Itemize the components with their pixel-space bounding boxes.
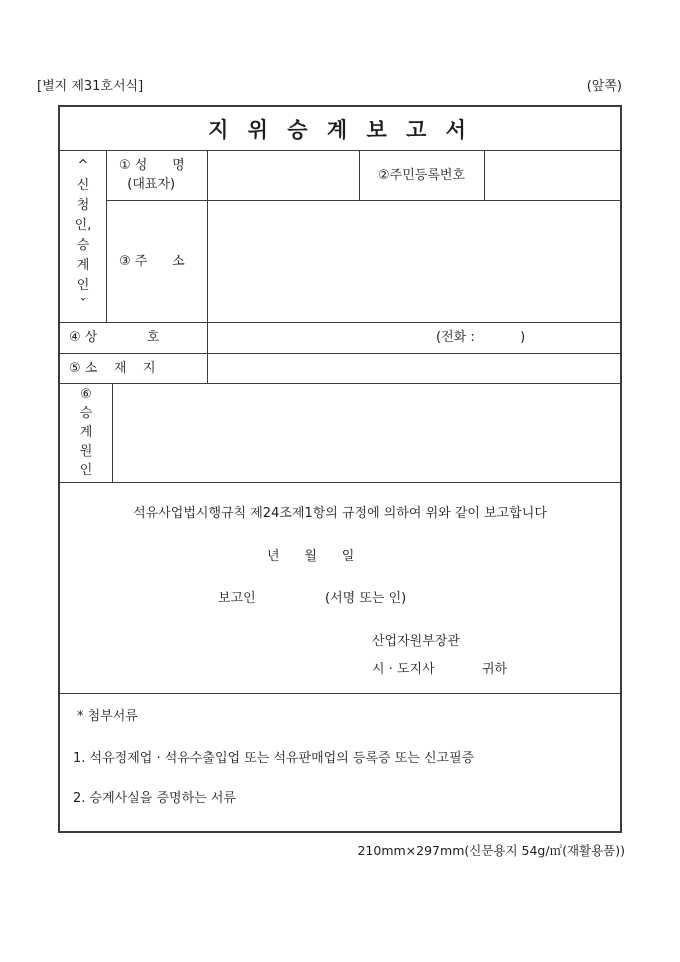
- address-label: ③ 주 소: [119, 253, 185, 269]
- recipient-honorific: 귀하: [482, 662, 508, 677]
- divider: [60, 693, 620, 694]
- date-line: 년 월 일: [267, 549, 355, 564]
- attachments-header: * 첨부서류: [77, 709, 138, 724]
- applicant-successor-vertical-label: ^ 신 청 인, 승 계 인 ˇ: [60, 150, 106, 322]
- attachment-item: 2. 승계사실을 증명하는 서류: [73, 791, 236, 806]
- resident-no-label: ②주민등록번호: [377, 167, 465, 183]
- front-side-label: (앞쪽): [586, 79, 622, 94]
- name-value-cell[interactable]: [207, 150, 359, 200]
- trade-name-label: ④ 상 호: [69, 330, 160, 345]
- phone-hint: (전화 : ): [436, 330, 526, 345]
- statement-text: 석유사업법시행규칙 제24조제1항의 규정에 의하여 위와 같이 보고합니다: [133, 506, 547, 521]
- bracket-open: ^: [77, 158, 89, 173]
- divider: [60, 482, 620, 483]
- resident-no-value-cell[interactable]: [484, 150, 620, 200]
- attachment-item: 1. 석유정제업 · 석유수출입업 또는 석유판매업의 등록증 또는 신고필증: [73, 751, 475, 766]
- location-label: ⑤ 소 재 지: [69, 360, 156, 376]
- form-table: [58, 105, 622, 833]
- bracket-close: ˇ: [79, 298, 87, 313]
- succession-cause-value-cell[interactable]: [112, 383, 620, 482]
- recipient-governor: 시 · 도지사: [372, 662, 435, 677]
- name-field-label: ① 성 명 (대표자): [119, 158, 185, 192]
- form-code-label: [별지 제31호서식]: [37, 79, 144, 94]
- succession-cause-label: ⑥ 승 계 원 인: [79, 387, 93, 478]
- address-value-cell[interactable]: [207, 200, 620, 322]
- paper-spec-label: 210mm×297mm(신문용지 54g/㎡(재활용품)): [357, 843, 625, 858]
- location-value-cell[interactable]: [207, 353, 620, 383]
- reporter-label: 보고인: [218, 591, 256, 606]
- sign-hint: (서명 또는 인): [325, 591, 407, 606]
- form-title: 지 위 승 계 보 고 서: [208, 117, 472, 142]
- recipient-minister: 산업자원부장관: [372, 634, 460, 649]
